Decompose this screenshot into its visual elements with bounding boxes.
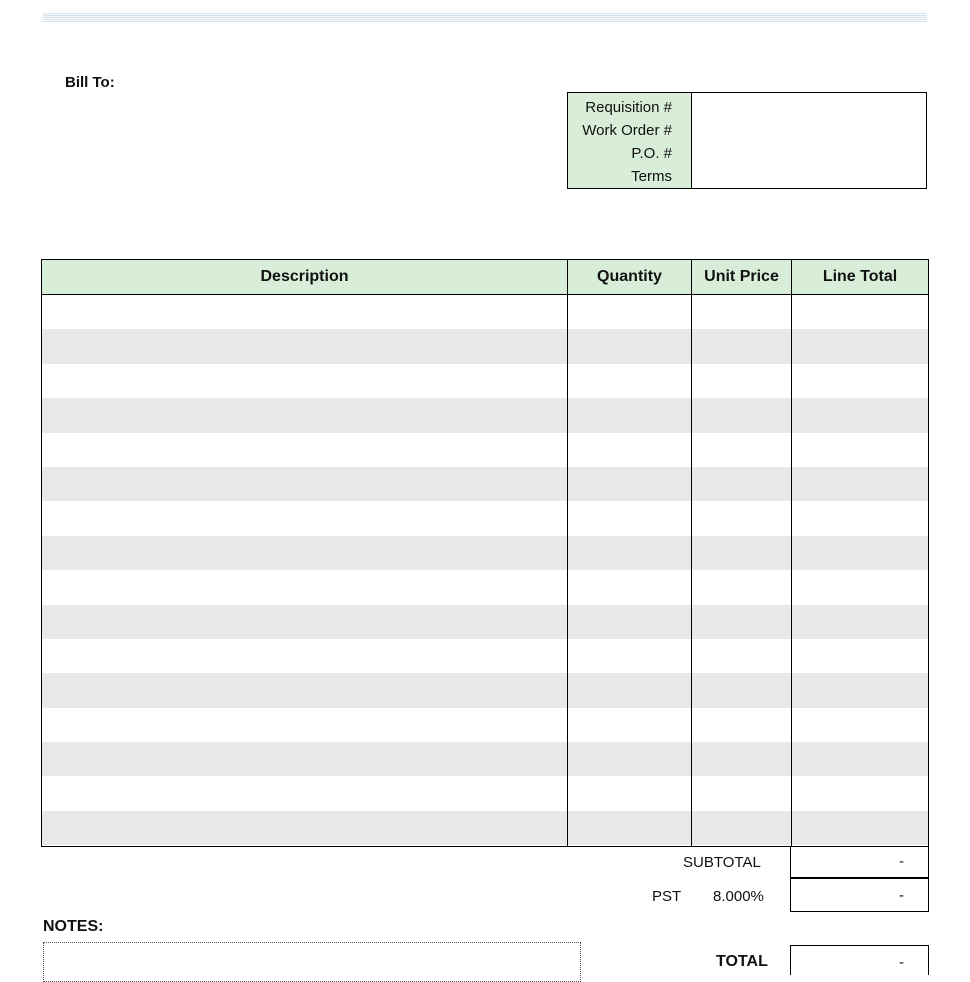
terms-label: Terms <box>631 168 672 185</box>
description-cell[interactable] <box>42 673 568 707</box>
quantity-cell[interactable] <box>568 639 692 673</box>
quantity-cell[interactable] <box>568 433 692 467</box>
description-cell[interactable] <box>42 295 568 329</box>
subtotal-label: SUBTOTAL <box>683 854 761 871</box>
quantity-cell[interactable] <box>568 811 692 845</box>
table-row <box>42 467 928 501</box>
work-order-label: Work Order # <box>582 122 672 139</box>
table-row <box>42 673 928 707</box>
description-cell[interactable] <box>42 742 568 776</box>
line-total-header: Line Total <box>822 268 898 285</box>
description-header: Description <box>42 260 568 294</box>
notes-label: NOTES: <box>43 918 104 935</box>
quantity-cell[interactable] <box>568 398 692 432</box>
description-cell[interactable] <box>42 708 568 742</box>
po-number-label: P.O. # <box>631 145 672 162</box>
table-row <box>42 433 928 467</box>
description-cell[interactable] <box>42 398 568 432</box>
tax-label: PST <box>652 888 682 905</box>
unit-price-cell[interactable] <box>692 639 792 673</box>
quantity-cell[interactable] <box>568 776 692 810</box>
bill-to-label: Bill To: <box>65 74 115 91</box>
table-row <box>42 742 928 776</box>
unit-price-cell[interactable] <box>692 536 792 570</box>
table-row <box>42 776 928 810</box>
description-cell[interactable] <box>42 364 568 398</box>
description-cell[interactable] <box>42 639 568 673</box>
line-total-cell[interactable] <box>792 295 928 329</box>
unit-price-cell[interactable] <box>692 776 792 810</box>
line-total-cell[interactable] <box>792 570 928 604</box>
unit-price-cell[interactable] <box>692 742 792 776</box>
unit-price-cell[interactable] <box>692 398 792 432</box>
line-total-cell[interactable] <box>792 776 928 810</box>
quantity-cell[interactable] <box>568 295 692 329</box>
quantity-cell[interactable] <box>568 742 692 776</box>
unit-price-cell[interactable] <box>692 433 792 467</box>
column-divider <box>691 295 692 846</box>
line-total-cell[interactable] <box>792 329 928 363</box>
table-row <box>42 811 928 845</box>
table-header <box>42 260 928 295</box>
line-total-cell[interactable] <box>792 433 928 467</box>
order-info-values <box>692 93 926 188</box>
quantity-cell[interactable] <box>568 673 692 707</box>
line-total-cell[interactable] <box>792 536 928 570</box>
unit-price-cell[interactable] <box>692 570 792 604</box>
table-row <box>42 364 928 398</box>
table-row <box>42 295 928 329</box>
unit-price-cell[interactable] <box>692 467 792 501</box>
table-row <box>42 639 928 673</box>
top-decorative-rule <box>43 13 927 22</box>
description-cell[interactable] <box>42 811 568 845</box>
description-cell[interactable] <box>42 433 568 467</box>
table-body <box>42 295 928 846</box>
table-row <box>42 501 928 535</box>
unit-price-cell[interactable] <box>692 811 792 845</box>
unit-price-cell[interactable] <box>692 708 792 742</box>
total-label: TOTAL <box>716 953 768 970</box>
tax-value: - <box>790 878 929 912</box>
table-row <box>42 570 928 604</box>
line-items-table <box>41 259 929 847</box>
quantity-cell[interactable] <box>568 501 692 535</box>
description-cell[interactable] <box>42 570 568 604</box>
table-row <box>42 398 928 432</box>
description-cell[interactable] <box>42 605 568 639</box>
table-row <box>42 329 928 363</box>
description-cell[interactable] <box>42 776 568 810</box>
line-total-cell[interactable] <box>792 364 928 398</box>
line-total-cell[interactable] <box>792 811 928 845</box>
description-cell[interactable] <box>42 329 568 363</box>
quantity-cell[interactable] <box>568 467 692 501</box>
line-total-cell[interactable] <box>792 742 928 776</box>
unit-price-cell[interactable] <box>692 605 792 639</box>
line-total-cell[interactable] <box>792 467 928 501</box>
quantity-cell[interactable] <box>568 536 692 570</box>
line-total-cell[interactable] <box>792 639 928 673</box>
order-info-labels <box>568 93 692 188</box>
unit-price-cell[interactable] <box>692 329 792 363</box>
unit-price-header: Unit Price <box>692 260 792 294</box>
line-total-cell[interactable] <box>792 605 928 639</box>
table-row <box>42 536 928 570</box>
line-total-cell[interactable] <box>792 398 928 432</box>
column-divider <box>791 295 792 846</box>
unit-price-cell[interactable] <box>692 673 792 707</box>
notes-field[interactable] <box>43 942 581 982</box>
work-order-field[interactable] <box>692 116 926 139</box>
description-cell[interactable] <box>42 536 568 570</box>
quantity-cell[interactable] <box>568 364 692 398</box>
requisition-field[interactable] <box>692 93 926 116</box>
table-row <box>42 605 928 639</box>
column-divider <box>567 295 568 846</box>
quantity-cell[interactable] <box>568 570 692 604</box>
unit-price-cell[interactable] <box>692 364 792 398</box>
unit-price-cell[interactable] <box>692 501 792 535</box>
quantity-cell[interactable] <box>568 605 692 639</box>
quantity-cell[interactable] <box>568 329 692 363</box>
line-total-cell[interactable] <box>792 501 928 535</box>
po-number-field[interactable] <box>692 139 926 162</box>
description-cell[interactable] <box>42 467 568 501</box>
line-total-cell[interactable] <box>792 673 928 707</box>
order-info-box <box>567 92 927 189</box>
total-value: - <box>790 945 929 975</box>
unit-price-cell[interactable] <box>692 295 792 329</box>
requisition-label: Requisition # <box>585 99 672 116</box>
table-row <box>42 708 928 742</box>
quantity-cell[interactable] <box>568 708 692 742</box>
quantity-header: Quantity <box>568 260 692 294</box>
tax-rate[interactable]: 8.000% <box>713 888 764 905</box>
description-cell[interactable] <box>42 501 568 535</box>
terms-field[interactable] <box>692 162 926 185</box>
subtotal-value: - <box>790 847 929 878</box>
line-total-cell[interactable] <box>792 708 928 742</box>
